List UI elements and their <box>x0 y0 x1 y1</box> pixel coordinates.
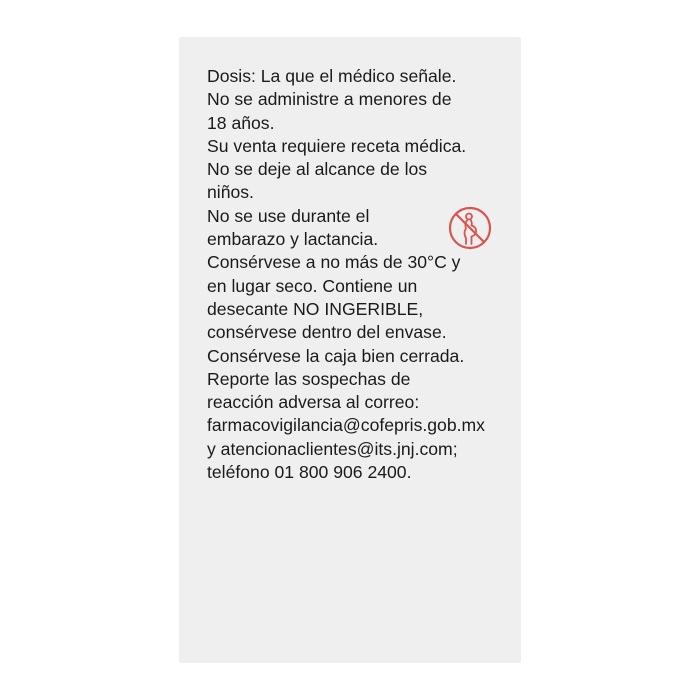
label-text <box>207 65 527 484</box>
label-panel <box>179 37 521 663</box>
label-line: Reporte las sospechas de <box>207 368 411 389</box>
label-line: desecante NO INGERIBLE, <box>207 298 424 319</box>
label-line: y atencionaclientes@its.jnj.com; <box>207 438 458 459</box>
no-pregnancy-icon <box>447 205 493 251</box>
label-line: niños. <box>207 182 254 203</box>
label-line: No se use durante el <box>207 205 370 226</box>
label-line: embarazo y lactancia. <box>207 229 379 250</box>
label-line: Consérvese a no más de 30°C y <box>207 252 461 273</box>
label-line: No se administre a menores de <box>207 89 452 110</box>
label-line: 18 años. <box>207 112 275 133</box>
label-line: farmacovigilancia@cofepris.gob.mx <box>207 415 485 436</box>
label-line: reacción adversa al correo: <box>207 392 420 413</box>
label-line: Su venta requiere receta médica. <box>207 135 467 156</box>
label-line: No se deje al alcance de los <box>207 159 428 180</box>
label-line: consérvese dentro del envase. <box>207 322 447 343</box>
label-line: en lugar seco. Contiene un <box>207 275 418 296</box>
label-line: teléfono 01 800 906 2400. <box>207 462 412 483</box>
label-line: Consérvese la caja bien cerrada. <box>207 345 465 366</box>
label-line: Dosis: La que el médico señale. <box>207 66 457 86</box>
